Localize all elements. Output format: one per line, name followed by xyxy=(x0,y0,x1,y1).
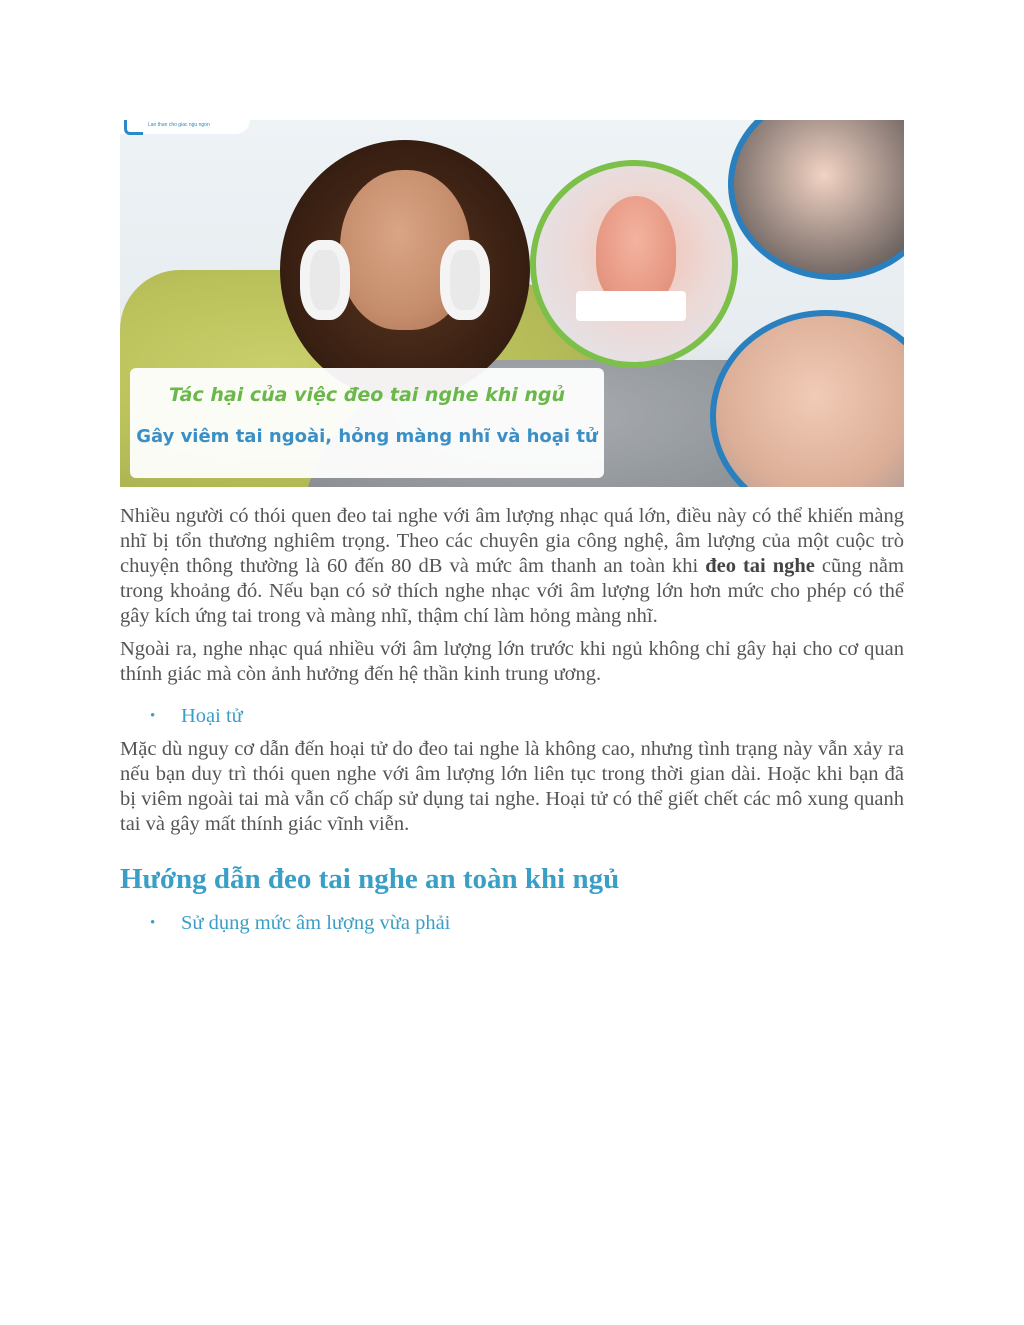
headphone-left-icon xyxy=(300,240,350,320)
man-ear-pain-circle xyxy=(710,310,904,487)
bullet-list-guidance xyxy=(120,911,904,936)
logo-mark-icon xyxy=(124,120,143,135)
ear-model-icon xyxy=(596,196,676,306)
woman-ear-pain-circle xyxy=(728,120,904,280)
article-banner-image xyxy=(120,120,904,487)
banner-title-line2: Gây viêm tai ngoài, hỏng màng nhĩ và hoại tử xyxy=(136,426,598,447)
document-page xyxy=(120,120,904,936)
paragraph-necrosis: Mặc dù nguy cơ dẫn đến hoại tử do đeo tai nghe là không cao, nhưng tình trạng này vẫn xảy ra nếu bạn duy trì thói quen nghe với âm lượng lớn liên tục trong thời gian dài. Hoặc khi bạn đã bị viêm ngoài tai mà vẫn cố chấp sử dụng tai nghe. Hoại tử có thể giết chết các mô xung quanh tai và gây mất thính giác vĩnh viễn. xyxy=(120,738,904,835)
brand-logo xyxy=(120,120,250,134)
banner-title-line1: Tác hại của việc đeo tai nghe khi ngủ xyxy=(168,384,566,406)
ear-model-circle xyxy=(530,160,738,368)
paragraph1-text-b: cũng nằm trong khoảng đó. Nếu bạn có sở thích nghe nhạc với âm lượng lớn hơn mức cho phép có thể gây kích ứng tai trong và màng nhĩ, thậm chí làm hỏng màng nhĩ. xyxy=(120,555,904,627)
bullet-item-volume: • Sử dụng mức âm lượng vừa phải xyxy=(120,911,904,936)
paragraph-hearing-damage xyxy=(120,504,904,629)
keyword-link: đeo tai nghe xyxy=(705,555,815,577)
bullet-item-necrosis: • Hoại tử xyxy=(120,704,904,729)
banner-caption-box xyxy=(130,368,604,478)
paragraph1-text-a: Nhiều người có thói quen đeo tai nghe với âm lượng nhạc quá lớn, điều này có thể khiến màng nhĩ bị tổn thương nghiêm trọng. Theo các chuyên gia công nghệ, âm lượng của một cuộc trò chuyện thông thường là 60 đến 80 dB và mức âm thanh an toàn khi xyxy=(120,505,904,577)
section-heading: Hướng dẫn đeo tai nghe an toàn khi ngủ xyxy=(120,863,620,895)
bullet-list-necrosis xyxy=(120,704,904,729)
logo-tagline: Lan than cho giac ngu ngon xyxy=(148,122,210,128)
headphone-right-icon xyxy=(440,240,490,320)
paragraph-nervous-system: Ngoài ra, nghe nhạc quá nhiều với âm lượng lớn trước khi ngủ không chỉ gây hại cho cơ quan thính giác mà còn ảnh hưởng đến hệ thần kinh trung ương. xyxy=(120,638,904,685)
ear-model-stand xyxy=(576,291,686,321)
